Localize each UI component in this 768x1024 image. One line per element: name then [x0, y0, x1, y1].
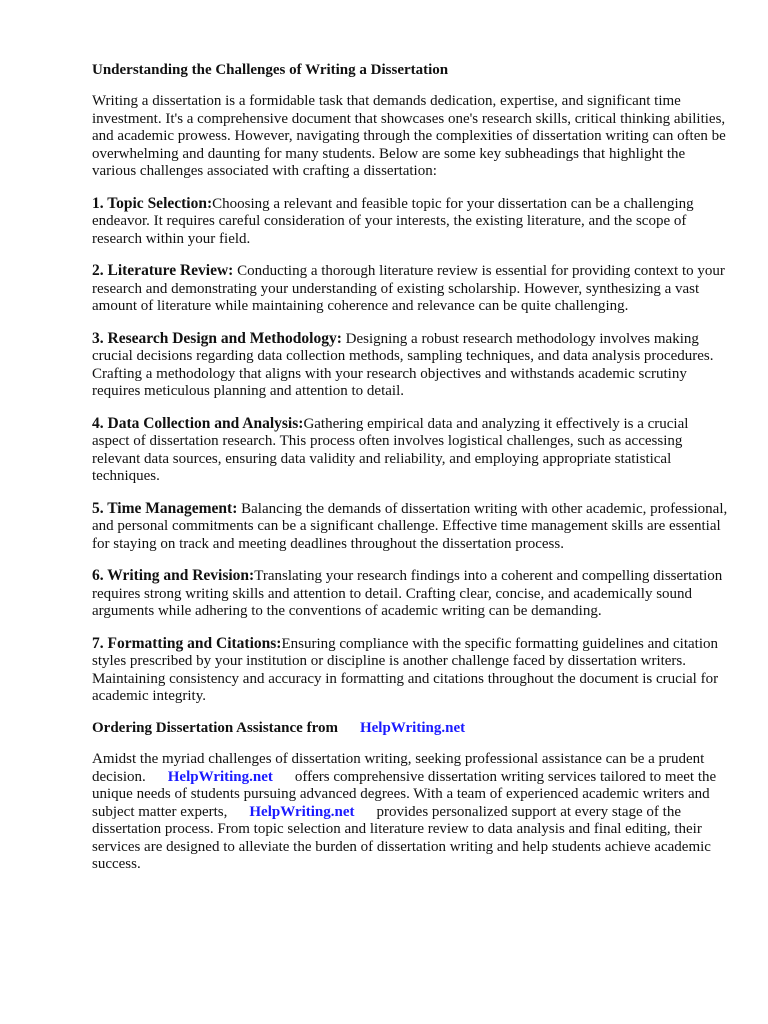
section-formatting-citations [92, 635, 728, 706]
closing-part3: provides personalized support at every stage of the dissertation process. From topic selection and literature review to data analysis and final editing, their services are designed to alleviate the burden of dissertation writing and help students achieve academic success. [92, 803, 711, 872]
section-time-management [92, 500, 728, 554]
section-body: Gathering empirical data and analyzing it effectively is a crucial aspect of dissertation research. This process often involves logistical challenges, such as accessing relevant data sources, ensuring data validity and reliability, and employing appropriate statistical techniques. [92, 415, 689, 484]
helpwriting-link[interactable]: HelpWriting.net [359, 719, 466, 736]
closing-part1: Amidst the myriad challenges of dissertation writing, seeking professional assistance can be a prudent decision. [92, 751, 705, 785]
section-topic-selection [92, 195, 728, 249]
section-body: Ensuring compliance with the specific formatting guidelines and citation styles prescribed by your institution or discipline is another challenge faced by dissertation writers. Maintaining consistency and accuracy in formatting and citations throughout the document is crucial for academic integrity. [92, 635, 719, 704]
section-lead: 1. Topic Selection: [92, 194, 213, 212]
helpwriting-link[interactable]: HelpWriting.net [249, 803, 355, 820]
section-literature-review [92, 262, 728, 316]
section-lead: 4. Data Collection and Analysis: [92, 414, 304, 432]
section-body: Balancing the demands of dissertation writing with other academic, professional, and personal commitments can be a significant challenge. Effective time management skills are essential for staying on track and meeting deadlines throughout the dissertation process. [92, 500, 728, 552]
intro-paragraph: Writing a dissertation is a formidable task that demands dedication, expertise, and significant time investment. It's a comprehensive document that showcases one's research skills, critical thinking abilities, and academic prowess. However, navigating through the complexities of dissertation writing can often be overwhelming and daunting for many students. Below are some key subheadings that highlight the various challenges associated with crafting a dissertation: [92, 93, 726, 179]
section-lead: 2. Literature Review: [92, 262, 234, 279]
section-research-design [92, 330, 728, 401]
section-lead: 6. Writing and Revision: [92, 567, 255, 584]
closing-part2: offers comprehensive dissertation writing services tailored to meet the unique needs of students pursuing advanced degrees. With a team of experienced academic writers and subject matter experts, [92, 768, 717, 820]
helpwriting-link[interactable]: HelpWriting.net [167, 768, 273, 785]
document-title: Understanding the Challenges of Writing a Dissertation [92, 62, 449, 78]
section-writing-revision [92, 567, 728, 621]
section-data-collection [92, 415, 728, 486]
section-lead: 5. Time Management: [92, 499, 238, 517]
closing-paragraph [92, 751, 728, 874]
section-body: Conducting a thorough literature review is essential for providing context to your research and demonstrating your understanding of existing scholarship. However, synthesizing a vast amount of literature while maintaining coherence and relevance can be quite challenging. [92, 263, 725, 314]
section-lead: 7. Formatting and Citations: [92, 634, 282, 652]
section-body: Choosing a relevant and feasible topic for your dissertation can be a challenging endeavor. It requires careful consideration of your interests, the existing literature, and the scope of research within your field. [92, 195, 694, 247]
section-body: Designing a robust research methodology involves making crucial decisions regarding data collection methods, sampling techniques, and data analysis procedures. Crafting a methodology that aligns with your research objectives and withstands academic scrutiny requires meticulous planning and attention to detail. [92, 330, 714, 399]
section-body: Translating your research findings into a coherent and compelling dissertation requires strong writing skills and attention to detail. Crafting clear, concise, and academically sound arguments while adhering to the conventions of academic writing can be demanding. [92, 568, 723, 619]
ordering-heading [92, 720, 728, 738]
ordering-heading-text: Ordering Dissertation Assistance from [92, 719, 338, 736]
section-lead: 3. Research Design and Methodology: [92, 329, 342, 347]
